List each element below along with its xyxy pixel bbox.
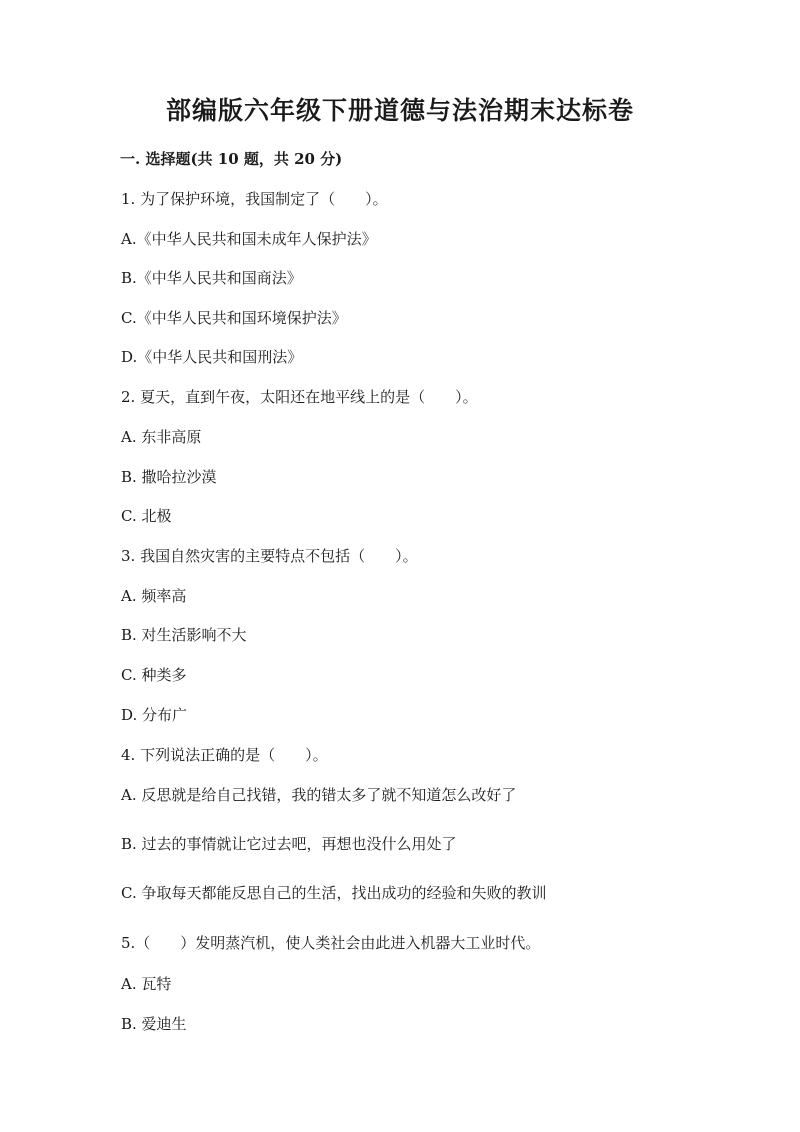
question-2-option-a: A. 东非高原	[121, 428, 202, 446]
question-2-stem: 2. 夏天，直到午夜，太阳还在地平线上的是（ ）。	[121, 388, 478, 406]
question-4-option-c: C. 争取每天都能反思自己的生活，找出成功的经验和失败的教训	[121, 884, 547, 902]
question-5-stem: 5.（ ）发明蒸汽机，使人类社会由此进入机器大工业时代。	[121, 934, 541, 952]
question-1-option-d: D.《中华人民共和国刑法》	[121, 348, 303, 366]
question-5-option-b: B. 爱迪生	[121, 1015, 187, 1033]
question-3-option-b: B. 对生活影响不大	[121, 626, 247, 644]
question-1-option-c: C.《中华人民共和国环境保护法》	[121, 309, 347, 327]
section-heading: 一. 选择题(共 10 题，共 20 分)	[120, 150, 343, 168]
question-4-option-b: B. 过去的事情就让它过去吧，再想也没什么用处了	[121, 835, 457, 853]
question-3-option-d: D. 分布广	[121, 706, 188, 724]
question-3-stem: 3. 我国自然灾害的主要特点不包括（ ）。	[121, 547, 418, 565]
question-1-option-a: A.《中华人民共和国未成年人保护法》	[121, 230, 377, 248]
question-4-option-a: A. 反思就是给自己找错，我的错太多了就不知道怎么改好了	[121, 786, 517, 804]
question-3-option-a: A. 频率高	[121, 587, 187, 605]
question-2-option-b: B. 撒哈拉沙漠	[121, 468, 217, 486]
question-1-option-b: B.《中华人民共和国商法》	[121, 269, 302, 287]
question-4-stem: 4. 下列说法正确的是（ ）。	[121, 746, 328, 764]
question-1-stem: 1. 为了保护环境，我国制定了（ ）。	[121, 190, 388, 208]
question-5-option-a: A. 瓦特	[121, 975, 172, 993]
question-2-option-c: C. 北极	[121, 507, 172, 525]
question-3-option-c: C. 种类多	[121, 666, 187, 684]
page-title: 部编版六年级下册道德与法治期末达标卷	[165, 96, 634, 125]
